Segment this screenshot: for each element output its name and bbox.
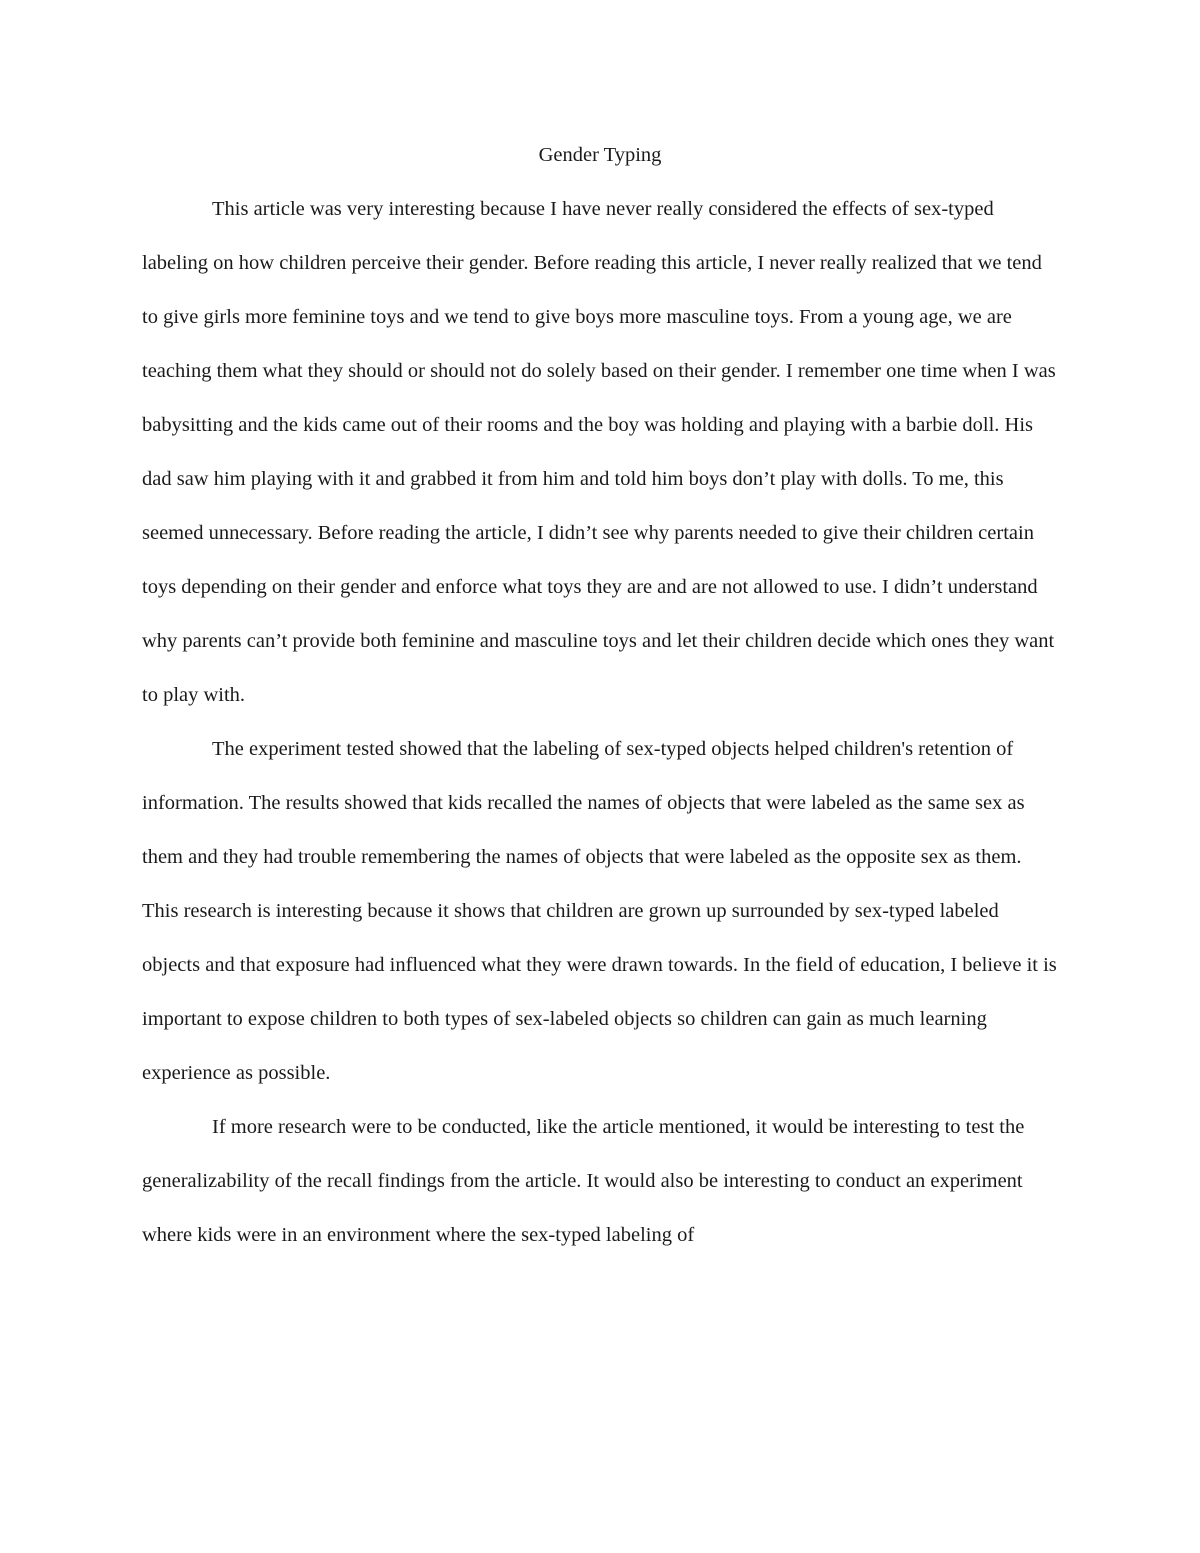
paragraph-3: If more research were to be conducted, like the article mentioned, it would be interesting to test the generalizability of the recall findings from the article. It would also be interesting to conduct an experiment where kids were in an environment where the sex-typed labeling of — [142, 1116, 1025, 1246]
paragraph-2: The experiment tested showed that the labeling of sex-typed objects helped children's retention of information. The results showed that kids recalled the names of objects that were labeled as the same sex as them and they had trouble remembering the names of objects that were labeled as the opposite sex as them. This research is interesting because it shows that children are grown up surrounded by sex-typed labeled objects and that exposure had influenced what they were drawn towards. In the field of education, I believe it is important to expose children to both types of sex-labeled objects so children can gain as much learning experience as possible. — [142, 738, 1057, 1084]
document-body — [142, 128, 1058, 1262]
paragraph-1: This article was very interesting because I have never really considered the effects of sex-typed labeling on how children perceive their gender. Before reading this article, I never really realized that we tend to give girls more feminine toys and we tend to give boys more masculine toys. From a young age, we are teaching them what they should or should not do solely based on their gender. I remember one time when I was babysitting and the kids came out of their rooms and the boy was holding and playing with a barbie doll. His dad saw him playing with it and grabbed it from him and told him boys don’t play with dolls. To me, this seemed unnecessary. Before reading the article, I didn’t see why parents needed to give their children certain toys depending on their gender and enforce what toys they are and are not allowed to use. I didn’t understand why parents can’t provide both feminine and masculine toys and let their children decide which ones they want to play with. — [142, 198, 1056, 706]
document-title: Gender Typing — [538, 144, 662, 166]
